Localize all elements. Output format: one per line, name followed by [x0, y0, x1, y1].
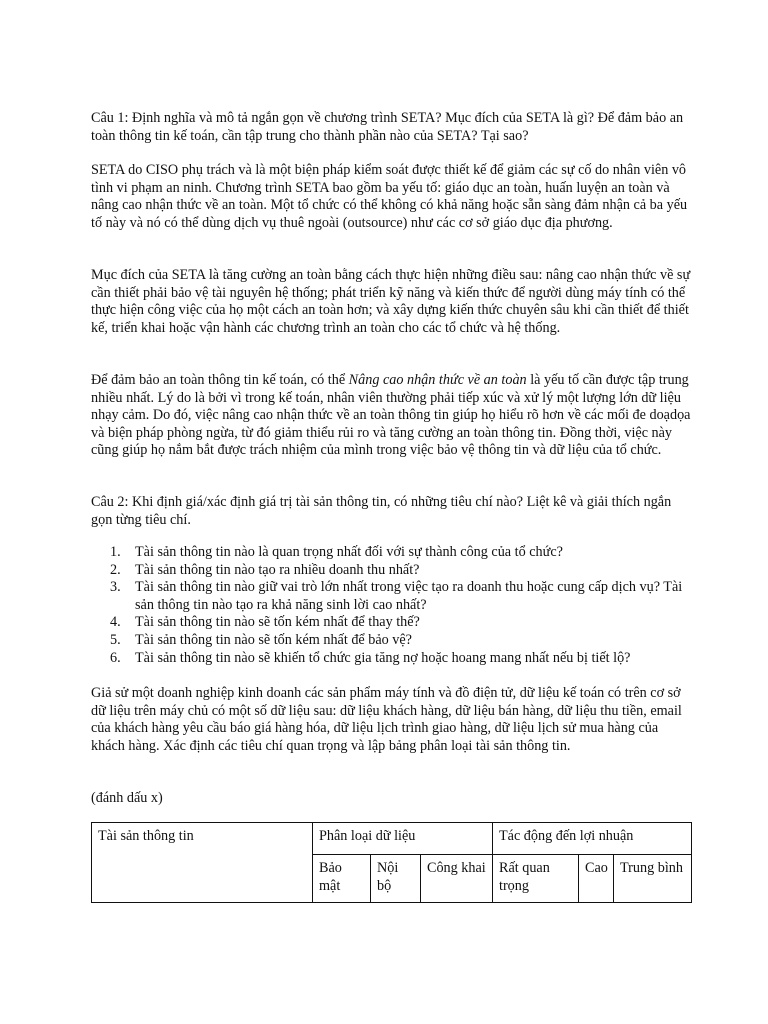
- table-header-cell: Bảo mật: [313, 855, 371, 903]
- list-number: 6.: [110, 649, 121, 666]
- seta-definition-paragraph: SETA do CISO phụ trách và là một biện pháp kiểm soát được thiết kế để giảm các sự cố do nhân viên vô tình vi phạm an ninh. Chương trình SETA bao gồm ba yếu tố: giáo dục an toàn, huấn luyện an toàn và nâng cao nhận thức về an toàn. Một tổ chức có thể không có khả năng hoặc sẵn sàng đảm nhận cả ba yếu tố này và nó có thể dùng dịch vụ thuê ngoài (outsource) như các cơ sở giáo dục địa phương.: [91, 162, 688, 231]
- emphasis-text: Nâng cao nhận thức về an toàn: [348, 372, 527, 388]
- paragraph-text: là yếu tố cần được tập trung nhiều nhất. Lý do là bởi vì trong kế toán, nhân viên thường phải tiếp xúc và xử lý một lượng lớn dữ liệu nhạy cảm. Do đó, việc nâng cao nhận thức về an toàn thông tin giúp họ hiểu rõ hơn về các mối đe doạdọa và biện pháp phòng ngừa, từ đó giảm thiểu rủi ro và tăng cường an toàn thông tin. Đồng thời, việc này cũng giúp họ nắm bắt được trách nhiệm của mình trong việc bảo vệ thông tin và dữ liệu của tổ chức.: [91, 372, 691, 459]
- list-number: 1.: [110, 544, 121, 560]
- asset-classification-table: [91, 822, 692, 903]
- list-item: [91, 614, 691, 632]
- list-item: [91, 579, 691, 614]
- criteria-list: [91, 544, 691, 667]
- seta-purpose-paragraph: Mục đích của SETA là tăng cường an toàn bằng cách thực hiện những điều sau: nâng cao nhận thức về sự cần thiết phải bảo vệ tài nguyên hệ thống; phát triển kỹ năng và kiến thức để người dùng máy tính có thể thực hiện công việc của họ một cách an toàn hơn; và xây dựng kiến thức chuyên sâu khi cần thiết để thiết kế, triển khai hoặc vận hành các chương trình an toàn cho các tổ chức và hệ thống.: [91, 267, 691, 336]
- case-scenario-paragraph: Giả sử một doanh nghiệp kinh doanh các sản phẩm máy tính và đồ điện tử, dữ liệu kế toán có trên cơ sở dữ liệu trên máy chủ có một số dữ liệu sau: dữ liệu khách hàng, dữ liệu bán hàng, dữ liệu thu tiền, email của khách hàng yêu cầu báo giá hàng hóa, dữ liệu lịch trình giao hàng, dữ liệu lịch sử mua hàng của khách hàng. Xác định các tiêu chí quan trọng và lập bảng phân loại tài sản thông tin.: [91, 685, 682, 754]
- list-text: Tài sản thông tin nào tạo ra nhiều doanh thu nhất?: [135, 561, 420, 578]
- mark-note: (đánh dấu x): [91, 790, 163, 806]
- list-item: [91, 650, 691, 668]
- accounting-security-paragraph: [91, 372, 691, 460]
- paragraph-text: Để đảm bảo an toàn thông tin kế toán, có thể: [91, 372, 349, 388]
- list-number: 4.: [110, 614, 121, 631]
- asset-header-cell: Tài sản thông tin: [92, 823, 313, 903]
- table-header-cell: Công khai: [421, 855, 493, 903]
- list-text: Tài sản thông tin nào sẽ tốn kém nhất để thay thế?: [135, 614, 420, 631]
- list-text: Tài sản thông tin nào sẽ khiến tổ chức gia tăng nợ hoặc hoang mang nhất nếu bị tiết lộ?: [135, 649, 631, 666]
- impact-header-cell: Tác động đến lợi nhuận: [493, 823, 692, 855]
- question-1: Câu 1: Định nghĩa và mô tả ngắn gọn về chương trình SETA? Mục đích của SETA là gì? Để đảm bảo an toàn thông tin kế toán, cần tập trung cho thành phần nào của SETA? Tại sao?: [91, 110, 684, 144]
- table-header-cell: Nội bộ: [371, 855, 421, 903]
- table-header-cell: Trung bình: [614, 855, 692, 903]
- list-number: 5.: [110, 631, 121, 648]
- table-header-cell: Cao: [579, 855, 614, 903]
- list-number: 2.: [110, 561, 121, 578]
- table-header-cell: Rất quan trọng: [493, 855, 579, 903]
- list-text: Tài sản thông tin nào là quan trọng nhất đối với sự thành công của tổ chức?: [135, 544, 563, 560]
- list-item: [91, 562, 691, 580]
- classification-header-cell: Phân loại dữ liệu: [313, 823, 493, 855]
- list-text: Tài sản thông tin nào sẽ tốn kém nhất để bảo vệ?: [135, 631, 412, 648]
- table-header-row: [92, 823, 692, 855]
- list-item: [91, 544, 691, 562]
- list-item: [91, 632, 691, 650]
- question-2: Câu 2: Khi định giá/xác định giá trị tài sản thông tin, có những tiêu chí nào? Liệt kê và giải thích ngắn gọn từng tiêu chí.: [91, 494, 672, 528]
- list-text: Tài sản thông tin nào giữ vai trò lớn nhất trong việc tạo ra doanh thu hoặc cung cấp dịch vụ? Tài sản thông tin nào tạo ra khả năng sinh lời cao nhất?: [135, 579, 683, 613]
- list-number: 3.: [110, 579, 121, 596]
